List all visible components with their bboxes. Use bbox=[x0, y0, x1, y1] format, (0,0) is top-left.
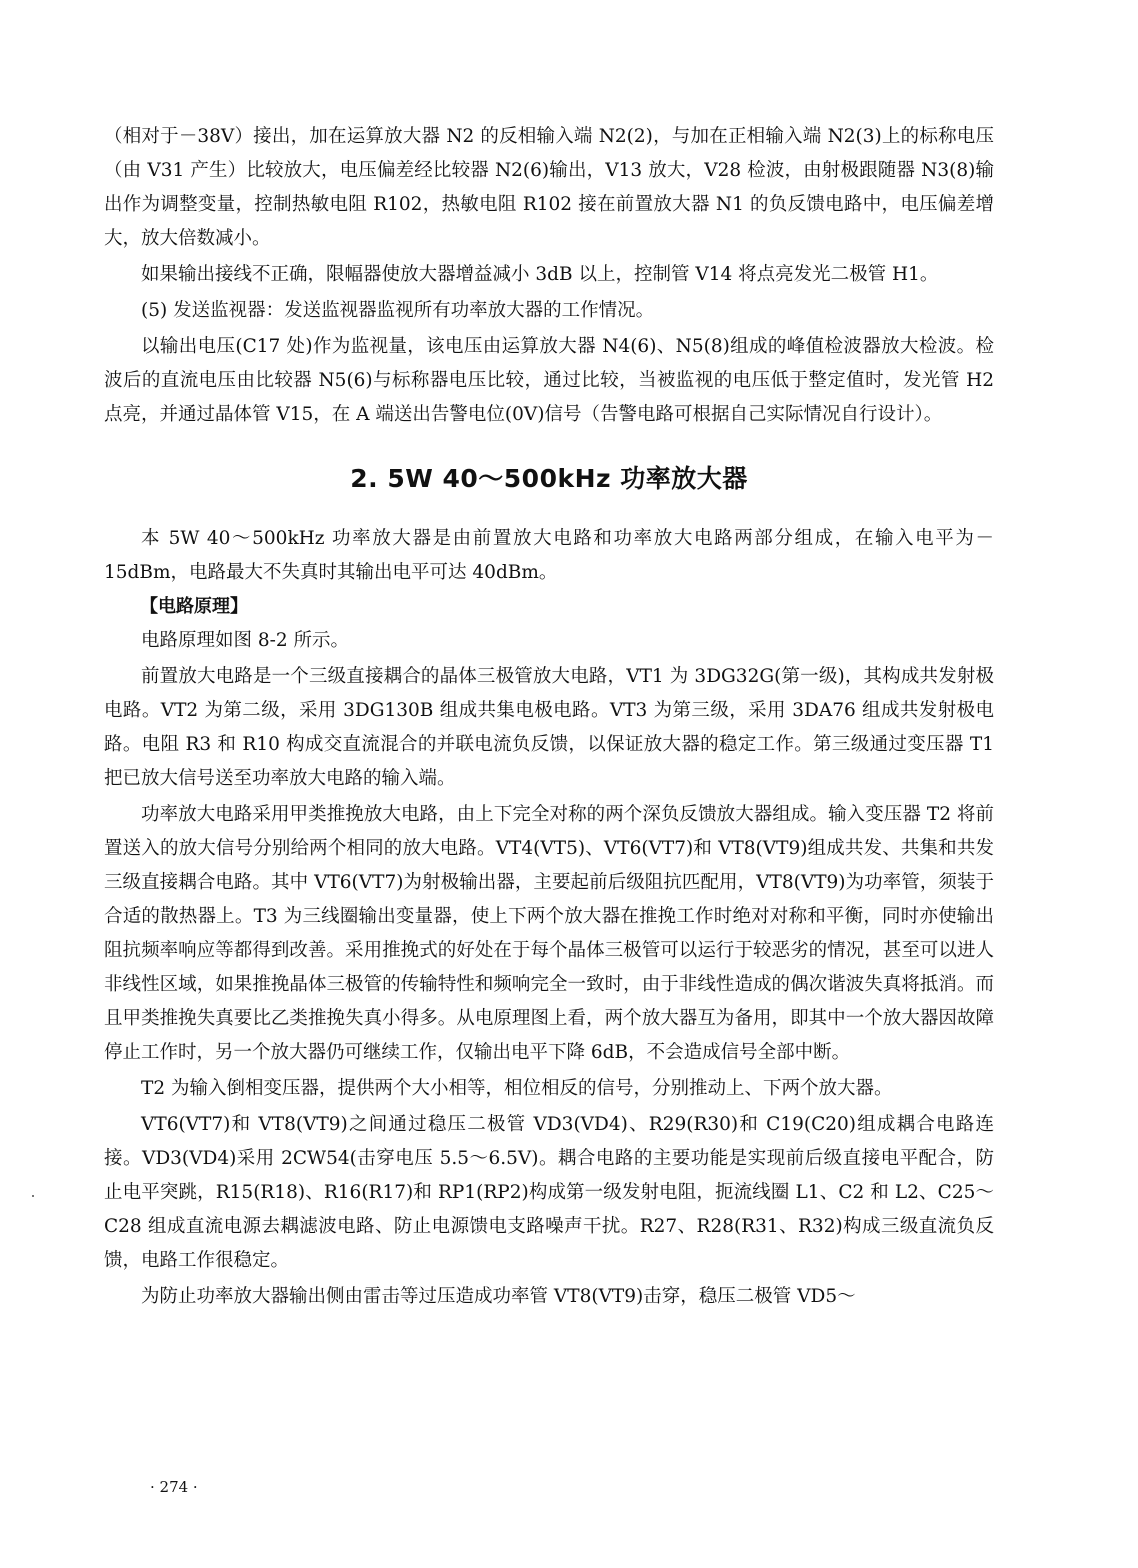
paragraph-11: 为防止功率放大器输出侧由雷击等过压造成功率管 VT8(VT9)击穿，稳压二极管 VD5～ bbox=[141, 1286, 856, 1307]
subheading-circuit-principle: 【电路原理】 bbox=[140, 596, 248, 617]
page-number: · 274 · bbox=[150, 1478, 198, 1496]
section-title: 2. 5W 40～500kHz 功率放大器 bbox=[350, 464, 748, 493]
paragraph-5: 本 5W 40～500kHz 功率放大器是由前置放大电路和功率放大电路两部分组成，在输入电平为－15dBm，电路最大不失真时其输出电平可达 40dBm。 bbox=[104, 528, 994, 583]
paragraph-7: 前置放大电路是一个三级直接耦合的晶体三极管放大电路，VT1 为 3DG32G(第一级)，其构成共发射极电路。VT2 为第二级，采用 3DG130B 组成共集电极电路。VT3 为第三级，采用 3DA76 组成共发射极电路。电阻 R3 和 R10 构成交直流混合的并联电流负反馈，以保证放大器的稳定工作。第三级通过变压器 T1 把已放大信号送至功率放大电路的输入端。 bbox=[104, 666, 994, 789]
page-content bbox=[104, 120, 994, 1314]
paragraph-4: 以输出电压(C17 处)作为监视量，该电压由运算放大器 N4(6)、N5(8)组成的峰值检波器放大检波。检波后的直流电压由比较器 N5(6)与标称器电压比较，通过比较，当被监视的电压低于整定值时，发光管 H2 点亮，并通过晶体管 V15，在 A 端送出告警电位(0V)信号（告警电路可根据自己实际情况自行设计）。 bbox=[104, 336, 994, 425]
margin-speck bbox=[32, 1195, 34, 1197]
paragraph-2: 如果输出接线不正确，限幅器使放大器增益减小 3dB 以上，控制管 V14 将点亮发光二极管 H1。 bbox=[141, 264, 939, 285]
paragraph-8: 功率放大电路采用甲类推挽放大电路，由上下完全对称的两个深负反馈放大器组成。输入变压器 T2 将前置送入的放大信号分别给两个相同的放大电路。VT4(VT5)、VT6(VT7)和 VT8(VT9)组成共发、共集和共发三级直接耦合电路。其中 VT6(VT7)为射极输出器，主要起前后级阻抗匹配用，VT8(VT9)为功率管，须装于合适的散热器上。T3 为三线圈输出变量器，使上下两个放大器在推挽工作时绝对对称和平衡，同时亦使输出阻抗频率响应等都得到改善。采用推挽式的好处在于每个晶体三极管可以运行于较恶劣的情况，甚至可以进人非线性区域，如果推挽晶体三极管的传输特性和频响完全一致时，由于非线性造成的偶次谐波失真将抵消。而且甲类推挽失真要比乙类推挽失真小得多。从电原理图上看，两个放大器互为备用，即其中一个放大器因故障停止工作时，另一个放大器仍可继续工作，仅输出电平下降 6dB，不会造成信号全部中断。 bbox=[104, 804, 994, 1063]
paragraph-1: （相对于－38V）接出，加在运算放大器 N2 的反相输入端 N2(2)，与加在正相输入端 N2(3)上的标称电压（由 V31 产生）比较放大，电压偏差经比较器 N2(6)输出，V13 放大，V28 检波，由射极跟随器 N3(8)输出作为调整变量，控制热敏电阻 R102，热敏电阻 R102 接在前置放大器 N1 的负反馈电路中，电压偏差增大，放大倍数减小。 bbox=[104, 126, 994, 249]
paragraph-3: (5) 发送监视器：发送监视器监视所有功率放大器的工作情况。 bbox=[141, 300, 655, 321]
paragraph-9: T2 为输入倒相变压器，提供两个大小相等，相位相反的信号，分别推动上、下两个放大器。 bbox=[141, 1078, 893, 1099]
paragraph-6: 电路原理如图 8-2 所示。 bbox=[141, 630, 350, 651]
paragraph-10: VT6(VT7)和 VT8(VT9)之间通过稳压二极管 VD3(VD4)、R29(R30)和 C19(C20)组成耦合电路连接。VD3(VD4)采用 2CW54(击穿电压 5.5～6.5V)。耦合电路的主要功能是实现前后级直接电平配合，防止电平突跳，R15(R18)、R16(R17)和 RP1(RP2)构成第一级发射电阻，扼流线圈 L1、C2 和 L2、C25～C28 组成直流电源去耦滤波电路、防止电源馈电支路噪声干扰。R27、R28(R31、R32)构成三级直流负反馈，电路工作很稳定。 bbox=[104, 1114, 994, 1271]
